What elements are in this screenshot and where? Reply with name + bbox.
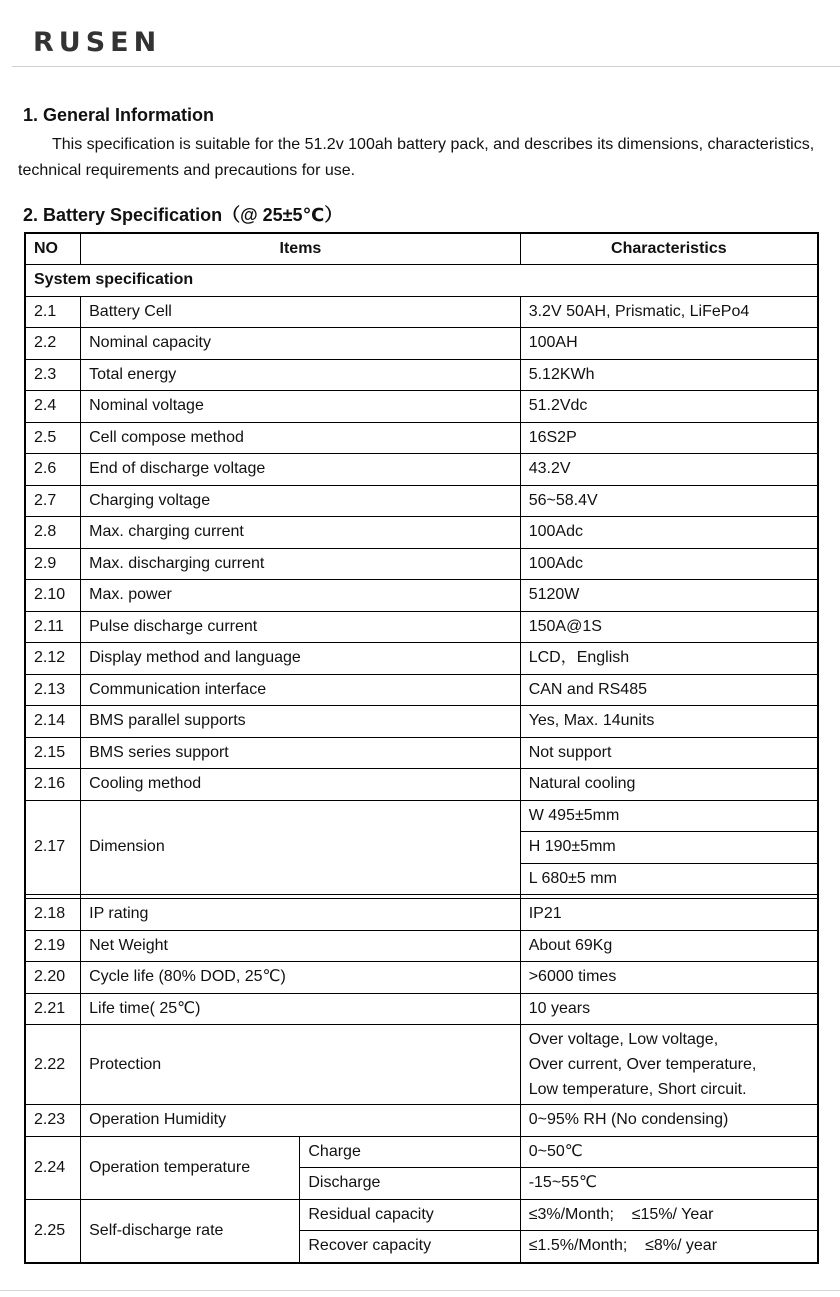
row-value: 16S2P xyxy=(520,422,818,454)
group-row xyxy=(25,265,818,297)
row-no: 2.13 xyxy=(25,674,81,706)
row-value: Not support xyxy=(520,737,818,769)
table-row xyxy=(25,422,818,454)
row-no: 2.2 xyxy=(25,328,81,360)
table-row xyxy=(25,485,818,517)
row-no: 2.21 xyxy=(25,993,81,1025)
row-no: 2.12 xyxy=(25,643,81,675)
table-row xyxy=(25,328,818,360)
row-value: >6000 times xyxy=(520,962,818,994)
spec-table xyxy=(24,232,819,1264)
dimension-height: H 190±5mm xyxy=(520,832,818,864)
row-no: 2.19 xyxy=(25,930,81,962)
row-no: 2.3 xyxy=(25,359,81,391)
table-row xyxy=(25,993,818,1025)
table-header-row xyxy=(25,233,818,265)
section-general-title: 1. General Information xyxy=(23,105,215,125)
brand-logo: RUSEN xyxy=(33,27,162,58)
row-item: Charging voltage xyxy=(81,485,521,517)
row-no: 2.15 xyxy=(25,737,81,769)
group-label: System specification xyxy=(25,265,818,297)
table-row xyxy=(25,643,818,675)
row-no: 2.25 xyxy=(25,1199,81,1263)
row-value: About 69Kg xyxy=(520,930,818,962)
page-header xyxy=(0,0,840,68)
row-item: Nominal voltage xyxy=(81,391,521,423)
row-item: Net Weight xyxy=(81,930,521,962)
row-item: Cycle life (80% DOD, 25℃) xyxy=(81,962,521,994)
row-value: 10 years xyxy=(520,993,818,1025)
table-row xyxy=(25,800,818,832)
table-row xyxy=(25,706,818,738)
row-item: Communication interface xyxy=(81,674,521,706)
row-item: Max. charging current xyxy=(81,517,521,549)
row-value: 100AH xyxy=(520,328,818,360)
row-no: 2.16 xyxy=(25,769,81,801)
row-no: 2.20 xyxy=(25,962,81,994)
row-value: 100Adc xyxy=(520,548,818,580)
row-value: 5.12KWh xyxy=(520,359,818,391)
row-no: 2.14 xyxy=(25,706,81,738)
row-item: Cell compose method xyxy=(81,422,521,454)
row-no: 2.9 xyxy=(25,548,81,580)
protection-line: Over current, Over temperature, xyxy=(528,1056,757,1073)
table-row xyxy=(25,1025,818,1105)
row-no: 2.17 xyxy=(25,800,81,895)
row-value: 56~58.4V xyxy=(520,485,818,517)
table-row xyxy=(25,580,818,612)
row-no: 2.22 xyxy=(25,1025,81,1105)
row-no: 2.8 xyxy=(25,517,81,549)
row-value: LCD，English xyxy=(520,643,818,675)
table-row xyxy=(25,930,818,962)
table-row xyxy=(25,548,818,580)
table-row xyxy=(25,454,818,486)
row-no: 2.4 xyxy=(25,391,81,423)
protection-line: Low temperature, Short circuit. xyxy=(528,1081,747,1098)
row-item: Nominal capacity xyxy=(81,328,521,360)
sub-value: ≤1.5%/Month; ≤8%/ year xyxy=(520,1231,818,1263)
row-value: CAN and RS485 xyxy=(520,674,818,706)
row-item: Protection xyxy=(81,1025,521,1105)
general-info-text xyxy=(18,132,818,184)
row-no: 2.18 xyxy=(25,899,81,931)
dimension-width: W 495±5mm xyxy=(520,800,818,832)
header-items: Items xyxy=(81,233,521,265)
row-no: 2.23 xyxy=(25,1105,81,1137)
row-item: Max. power xyxy=(81,580,521,612)
row-no: 2.6 xyxy=(25,454,81,486)
table-row xyxy=(25,737,818,769)
spec-rows xyxy=(25,296,818,800)
table-row xyxy=(25,1105,818,1137)
section-spec-title: 2. Battery Specification（@ 25±5℃） xyxy=(23,205,343,225)
sub-value: -15~55℃ xyxy=(520,1168,818,1200)
dimension-length: L 680±5 mm xyxy=(520,863,818,895)
row-item: Self-discharge rate xyxy=(81,1199,300,1263)
row-no: 2.24 xyxy=(25,1136,81,1199)
table-row xyxy=(25,359,818,391)
row-value: 3.2V 50AH, Prismatic, LiFePo4 xyxy=(520,296,818,328)
table-row xyxy=(25,296,818,328)
table-row xyxy=(25,1136,818,1168)
row-no: 2.7 xyxy=(25,485,81,517)
row-item: BMS series support xyxy=(81,737,521,769)
row-item: Operation temperature xyxy=(81,1136,300,1199)
table-row xyxy=(25,962,818,994)
sub-label: Charge xyxy=(300,1136,520,1168)
row-no: 2.1 xyxy=(25,296,81,328)
general-info-body: This specification is suitable for the 51.2v 100ah battery pack, and describes its dimensions, characteristics, technical requirements and precautions for use. xyxy=(18,136,815,179)
row-value: Yes, Max. 14units xyxy=(520,706,818,738)
protection-line: Over voltage, Low voltage, xyxy=(528,1031,719,1048)
row-item: Operation Humidity xyxy=(81,1105,521,1137)
row-no: 2.11 xyxy=(25,611,81,643)
table-row xyxy=(25,769,818,801)
sub-label: Recover capacity xyxy=(300,1231,520,1263)
table-row xyxy=(25,391,818,423)
row-item: IP rating xyxy=(81,899,521,931)
row-item: BMS parallel supports xyxy=(81,706,521,738)
table-row xyxy=(25,1199,818,1231)
row-value: 150A@1S xyxy=(520,611,818,643)
row-no: 2.10 xyxy=(25,580,81,612)
table-row xyxy=(25,517,818,549)
header-no: NO xyxy=(25,233,81,265)
row-value: IP21 xyxy=(520,899,818,931)
row-value: 5120W xyxy=(520,580,818,612)
row-item: End of discharge voltage xyxy=(81,454,521,486)
row-item: Cooling method xyxy=(81,769,521,801)
protection-value xyxy=(520,1025,818,1105)
row-value: 51.2Vdc xyxy=(520,391,818,423)
sub-label: Residual capacity xyxy=(300,1199,520,1231)
row-item: Battery Cell xyxy=(81,296,521,328)
table-row xyxy=(25,611,818,643)
table-row xyxy=(25,899,818,931)
sub-value: ≤3%/Month; ≤15%/ Year xyxy=(520,1199,818,1231)
row-item: Display method and language xyxy=(81,643,521,675)
row-item: Dimension xyxy=(81,800,521,895)
header-divider xyxy=(12,66,840,67)
sub-value: 0~50℃ xyxy=(520,1136,818,1168)
row-item: Life time( 25℃) xyxy=(81,993,521,1025)
row-item: Max. discharging current xyxy=(81,548,521,580)
table-row xyxy=(25,674,818,706)
row-value: 0~95% RH (No condensing) xyxy=(520,1105,818,1137)
row-value: 43.2V xyxy=(520,454,818,486)
sub-label: Discharge xyxy=(300,1168,520,1200)
footer-divider xyxy=(0,1290,840,1291)
row-value: Natural cooling xyxy=(520,769,818,801)
row-no: 2.5 xyxy=(25,422,81,454)
row-item: Total energy xyxy=(81,359,521,391)
spec-rows-2 xyxy=(25,899,818,1025)
header-characteristics: Characteristics xyxy=(520,233,818,265)
row-item: Pulse discharge current xyxy=(81,611,521,643)
row-value: 100Adc xyxy=(520,517,818,549)
